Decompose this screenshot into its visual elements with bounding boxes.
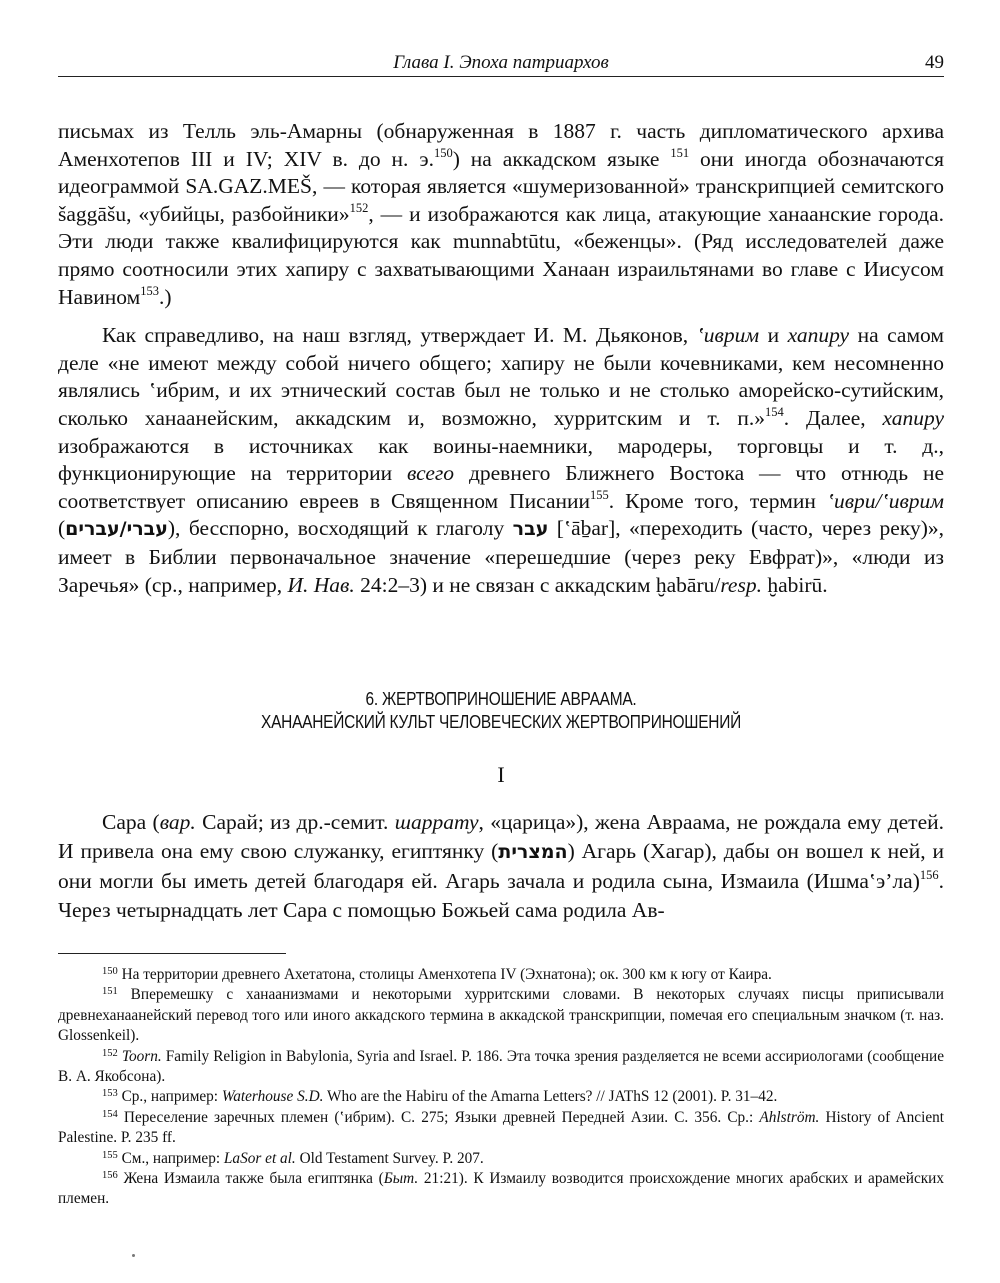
text-span: . Кроме того, термин [608, 488, 827, 513]
footnote-ref-153[interactable]: 153 [140, 283, 159, 298]
footnote-author: Toorn. [121, 1047, 162, 1065]
footnote-ref-155[interactable]: 155 [590, 487, 609, 502]
footnote-text: Family Religion in Babylonia, Syria and Israel. P. 186. Эта точка зрения разделяется не всеми ассириологами (сообщение В. А. Якобсона). [58, 1047, 945, 1086]
footnote-number: 151 [102, 986, 118, 998]
footnote-number: 156 [102, 1170, 118, 1182]
footnote-text: См., например: [117, 1149, 224, 1167]
footnote-ref-154[interactable]: 154 [765, 404, 784, 419]
footnote-153 [58, 1087, 944, 1107]
footnotes [58, 965, 944, 1210]
page-number: 49 [925, 52, 944, 73]
footnote-author: LaSor et al. [223, 1149, 296, 1167]
text-span: они иногда обозначаются идеограммой SA.GAZ.MEŠ, — которая является «шумеризованной» транскрипцией семитского šaggāšu, «убийцы, разбойники» [58, 146, 944, 226]
section-text [58, 808, 944, 925]
section-heading-line-1: 6. ЖЕРТВОПРИНОШЕНИЕ АВРААМА. [365, 689, 637, 709]
paragraph-2 [58, 322, 944, 599]
italic-term: resp. [720, 572, 762, 597]
text-span: письмах из Телль эль-Амарны (обнаруженная в 1887 г. часть дипломатического архива Аменхотепов III и IV; XIV в. до н. э. [58, 119, 944, 171]
footnote-156 [58, 1169, 944, 1210]
footnote-number: 153 [102, 1088, 118, 1100]
text-span: ḫabirū. [761, 572, 828, 597]
section-heading-line-2: ХАНААНЕЙСКИЙ КУЛЬТ ЧЕЛОВЕЧЕСКИХ ЖЕРТВОПРИНОШЕНИЙ [261, 712, 741, 732]
text-span: , «царица»), жена Авраама, не рождала ему детей. И привела она ему свою служанку, египтянку ( [58, 810, 944, 863]
footnote-rule [58, 953, 286, 954]
footnote-text: Who are the Habiru of the Amarna Letters? // JAThS 12 (2001). P. 31–42. [323, 1088, 778, 1106]
section-subheading: I [497, 762, 505, 787]
paragraph-1 [58, 118, 944, 311]
text-span: Сара ( [102, 810, 160, 834]
footnote-155 [58, 1149, 944, 1169]
footnote-152 [58, 1047, 944, 1088]
footnote-text: Вперемешку с ханаанизмами и некоторыми хурритскими словами. В некоторых случаях писцы приписывали древнеханаанейский перевод того или иного аккадского термина в аккадской транскрипции, помечая его специальным значком (т. наз. Glossenkeil). [58, 986, 944, 1045]
text-span: ), бесспорно, восходящий к глаголу [167, 516, 513, 541]
italic-term: ʽиврим [696, 323, 760, 348]
scan-speck [132, 1254, 135, 1257]
footnote-text: Ср., например: [117, 1088, 222, 1106]
footnote-154 [58, 1108, 944, 1149]
footnote-text: Переселение заречных племен (ʽибрим). С. 275; Языки древней Передней Азии. С. 356. Ср.: [117, 1108, 760, 1126]
footnote-ref-156[interactable]: 156 [919, 868, 939, 882]
text-span: изображаются в источниках как воины-наемники, мародеры, торговцы и т. д., функционирующие на территории [58, 433, 944, 486]
italic-term: вар. [159, 810, 196, 834]
hebrew-word: עברי/עברים [65, 518, 168, 541]
text-span: .) [158, 284, 172, 309]
footnote-text: Old Testament Survey. P. 207. [295, 1149, 484, 1167]
footnote-ref-151[interactable]: 151 [670, 145, 690, 160]
footnote-number: 154 [102, 1108, 118, 1120]
italic-term: всего [407, 461, 455, 486]
text-span: и [759, 323, 788, 348]
text-span: Сарай; из др.-семит. [195, 810, 395, 834]
italic-term: И. Нав. [287, 572, 355, 597]
text-span: ( [58, 516, 66, 541]
text-span: ) на аккадском языке [452, 146, 671, 171]
text-span: на самом деле «не имеют между собой ничего общего; хапиру не были кочевниками, кем несомненно являлись ʽибрим, и их этнический состав был не только и не столько аморейско-сутийским, сколько ханаанейским, аккадским и, возможно, хурритским и т. п.» [58, 323, 944, 430]
hebrew-word: עבר [512, 518, 549, 541]
footnote-text: Жена Измаила также была египтянка ( [117, 1170, 384, 1188]
footnote-150 [58, 965, 944, 985]
italic-term: шаррату [394, 810, 479, 834]
footnote-number: 150 [102, 966, 118, 977]
hebrew-word: המצרית [498, 841, 568, 863]
running-title: Глава I. Эпоха патриархов [393, 52, 609, 73]
italic-term: хапиру [787, 323, 850, 348]
text-span: Как справедливо, на наш взгляд, утверждает И. М. Дьяконов, [102, 323, 697, 348]
text-span: древнего Ближнего Востока — что отнюдь не соответствует описанию евреев в Священном Писании [58, 461, 944, 513]
text-span: . Далее, [783, 405, 883, 430]
text-span: . Через четырнадцать лет Сара с помощью Божьей сама родила Ав- [58, 869, 944, 922]
italic-term: ʽиври/ʽиврим [826, 488, 944, 513]
section-heading [120, 688, 882, 734]
text-span: ) Агарь (Хагар), дабы он вошел к ней, и они могли бы иметь детей благодаря ей. Агарь зачала и родила сына, Измаила (Ишмаʽэ’ла) [58, 839, 945, 893]
text-span: 24:2–3) и не связан с аккадским ḫabāru/ [354, 572, 721, 597]
footnote-text: History of Ancient Palestine. P. 235 ff. [58, 1108, 945, 1147]
footnote-ref-150[interactable]: 150 [433, 145, 453, 160]
footnote-151 [58, 985, 944, 1046]
paragraph-3 [58, 808, 944, 925]
text-span: [ʽāḇar], «переходить (часто, через реку)», имеет в Библии первоначальное значение «перешедшие (через реку Евфрат)», «люди из Заречья» (ср., например, [58, 516, 944, 597]
running-header [58, 52, 944, 77]
footnote-text: На территории древнего Ахетатона, столицы Аменхотепа IV (Эхнатона); ок. 300 км к югу от Каира. [117, 966, 772, 983]
footnote-number: 152 [102, 1047, 118, 1059]
footnote-text: 21:21). К Измаилу возводится происхождение многих арабских и арамейских племен. [58, 1170, 944, 1208]
footnote-author: Ahlström. [759, 1108, 820, 1126]
text-span: , — и изображаются как лица, атакующие ханаанские города. Эти люди также квалифицируются как munnabtūtu, «беженцы». (Ряд исследователей даже прямо соотносили этих хапиру с захватывающими Ханаан израильтянами во главе с Иисусом Навином [58, 201, 944, 309]
footnote-author: Быт. [383, 1170, 419, 1188]
footnote-author: Waterhouse S.D. [221, 1088, 324, 1106]
footnote-number: 155 [102, 1149, 118, 1161]
footnote-ref-152[interactable]: 152 [349, 200, 369, 215]
main-text [58, 118, 944, 599]
italic-term: хапиру [882, 405, 945, 430]
